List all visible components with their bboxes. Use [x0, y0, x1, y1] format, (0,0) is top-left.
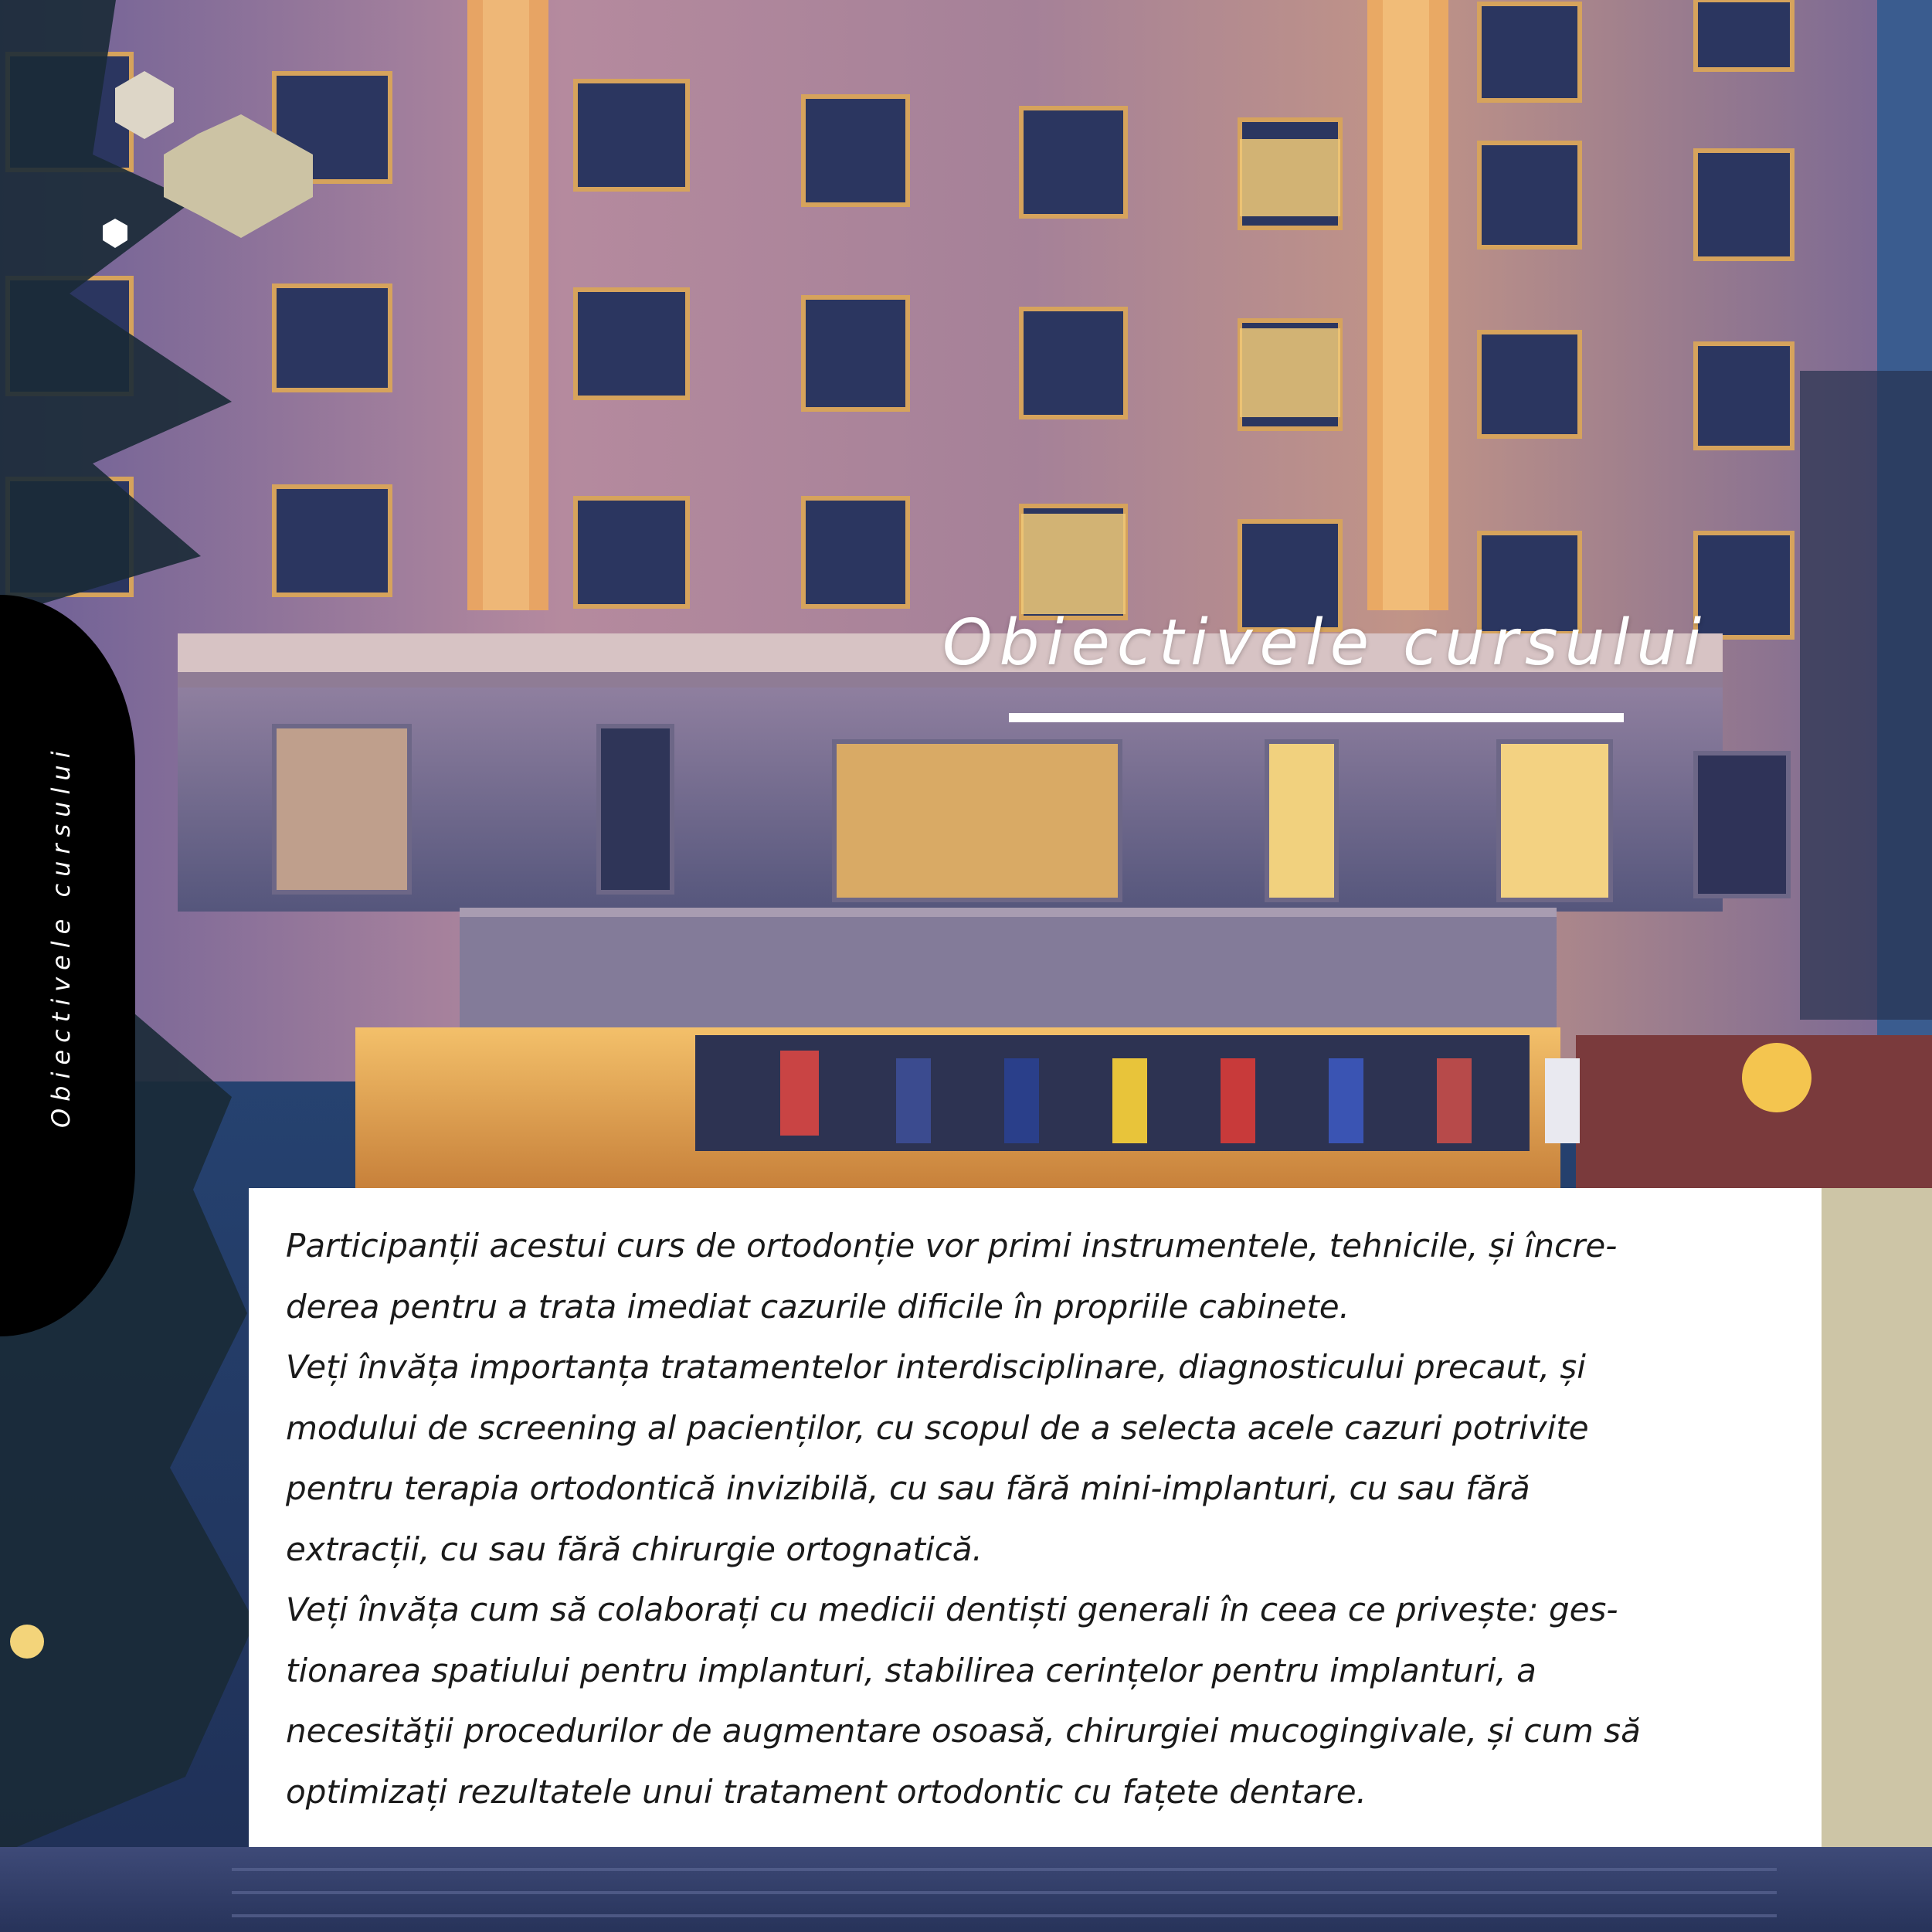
course-objectives-text	[286, 1216, 1800, 1822]
text-line: derea pentru a trata imediat cazurile dificile în propriile cabinete.	[286, 1287, 1350, 1326]
page-title: Obiectivele cursului	[942, 606, 1709, 680]
text-panel	[249, 1188, 1822, 1847]
hexagon-decoration	[0, 0, 371, 278]
text-line: Veți învăța cum să colaborați cu medicii dentiști generali în ceea ce privește: ges-	[286, 1591, 1618, 1628]
title-underline	[1009, 713, 1624, 722]
large-hexagon-icon	[164, 114, 313, 238]
text-line: pentru terapia ortodontică invizibilă, cu sau fără mini-implanturi, cu sau fără	[286, 1469, 1530, 1507]
text-line: modului de screening al pacienților, cu scopul de a selecta acele cazuri potrivite	[286, 1408, 1589, 1447]
text-line: necesităţii procedurilor de augmentare osoasă, chirurgiei mucogingivale, și cum să	[286, 1712, 1641, 1750]
text-line: extracții, cu sau fără chirurgie ortognatică.	[286, 1530, 983, 1568]
text-line: optimizați rezultatele unui tratament ortodontic cu fațete dentare.	[286, 1772, 1367, 1811]
tiny-hexagon-icon	[103, 219, 127, 248]
side-tab-label: Obiectivele cursului	[46, 744, 76, 1128]
text-line: tionarea spatiului pentru implanturi, stabilirea cerințelor pentru implanturi, a	[286, 1651, 1536, 1689]
small-hexagon-icon	[115, 71, 174, 139]
accent-strip	[1822, 1188, 1932, 1847]
text-line: Veți învăța importanța tratamentelor interdisciplinare, diagnosticului precaut, și	[286, 1348, 1586, 1386]
text-line: Participanții acestui curs de ortodonție vor primi instrumentele, tehnicile, și încre-	[286, 1227, 1618, 1265]
